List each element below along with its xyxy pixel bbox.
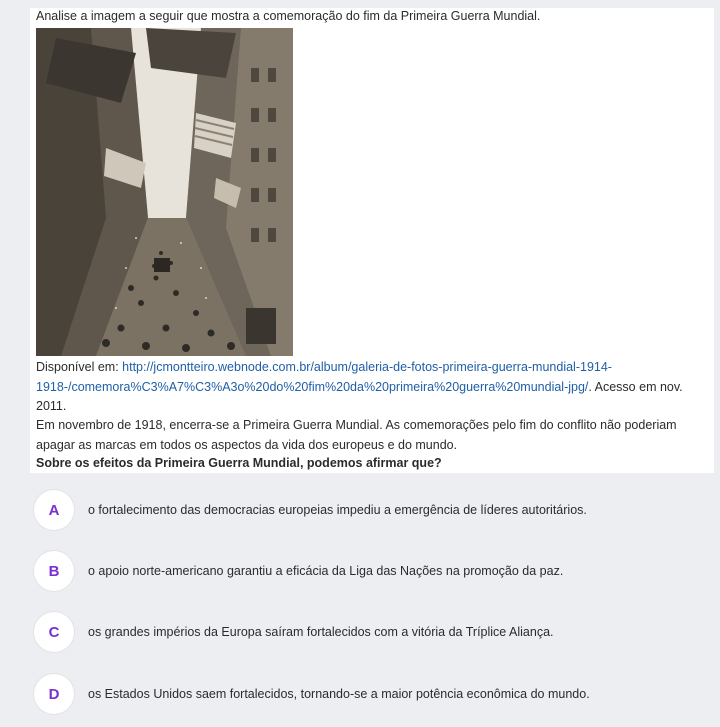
image-source-citation [36, 358, 712, 417]
option-d[interactable] [34, 672, 706, 716]
ww1-celebration-photo [36, 28, 293, 356]
question-context: Em novembro de 1918, encerra-se a Primeira Guerra Mundial. As comemorações pelo fim do conflito não poderiam apagar as marcas em todos os aspectos da vida dos europeus e do mundo. [36, 418, 677, 452]
question-card [30, 8, 714, 473]
question-prompt: Sobre os efeitos da Primeira Guerra Mundial, podemos afirmar que? [36, 456, 442, 470]
source-prefix: Disponível em: [36, 360, 123, 374]
question-intro: Analise a imagem a seguir que mostra a comemoração do fim da Primeira Guerra Mundial. [36, 9, 541, 23]
option-letter[interactable]: B [34, 551, 74, 591]
option-c[interactable] [34, 610, 706, 654]
option-text: os Estados Unidos saem fortalecidos, tornando-se a maior potência econômica do mundo. [88, 687, 590, 701]
option-letter[interactable]: D [34, 674, 74, 714]
street-celebration-illustration [36, 28, 293, 356]
source-suffix: . Acesso em nov. 2011. [36, 379, 683, 413]
option-text: o apoio norte-americano garantiu a eficácia da Liga das Nações na promoção da paz. [88, 564, 564, 578]
option-letter[interactable]: C [34, 612, 74, 652]
option-text: os grandes impérios da Europa saíram fortalecidos com a vitória da Tríplice Aliança. [88, 625, 554, 639]
source-link[interactable]: http://jcmontteiro.webnode.com.br/album/galeria-de-fotos-primeira-guerra-mundial-1914-1918-/comemora%C3%A7%C3%A3o%20do%20fim%20da%20primeira%20guerra%20mundial-jpg/ [36, 360, 612, 394]
option-letter[interactable]: A [34, 490, 74, 530]
option-a[interactable] [34, 488, 706, 532]
option-b[interactable] [34, 549, 706, 593]
option-text: o fortalecimento das democracias europeias impediu a emergência de líderes autoritários. [88, 503, 587, 517]
